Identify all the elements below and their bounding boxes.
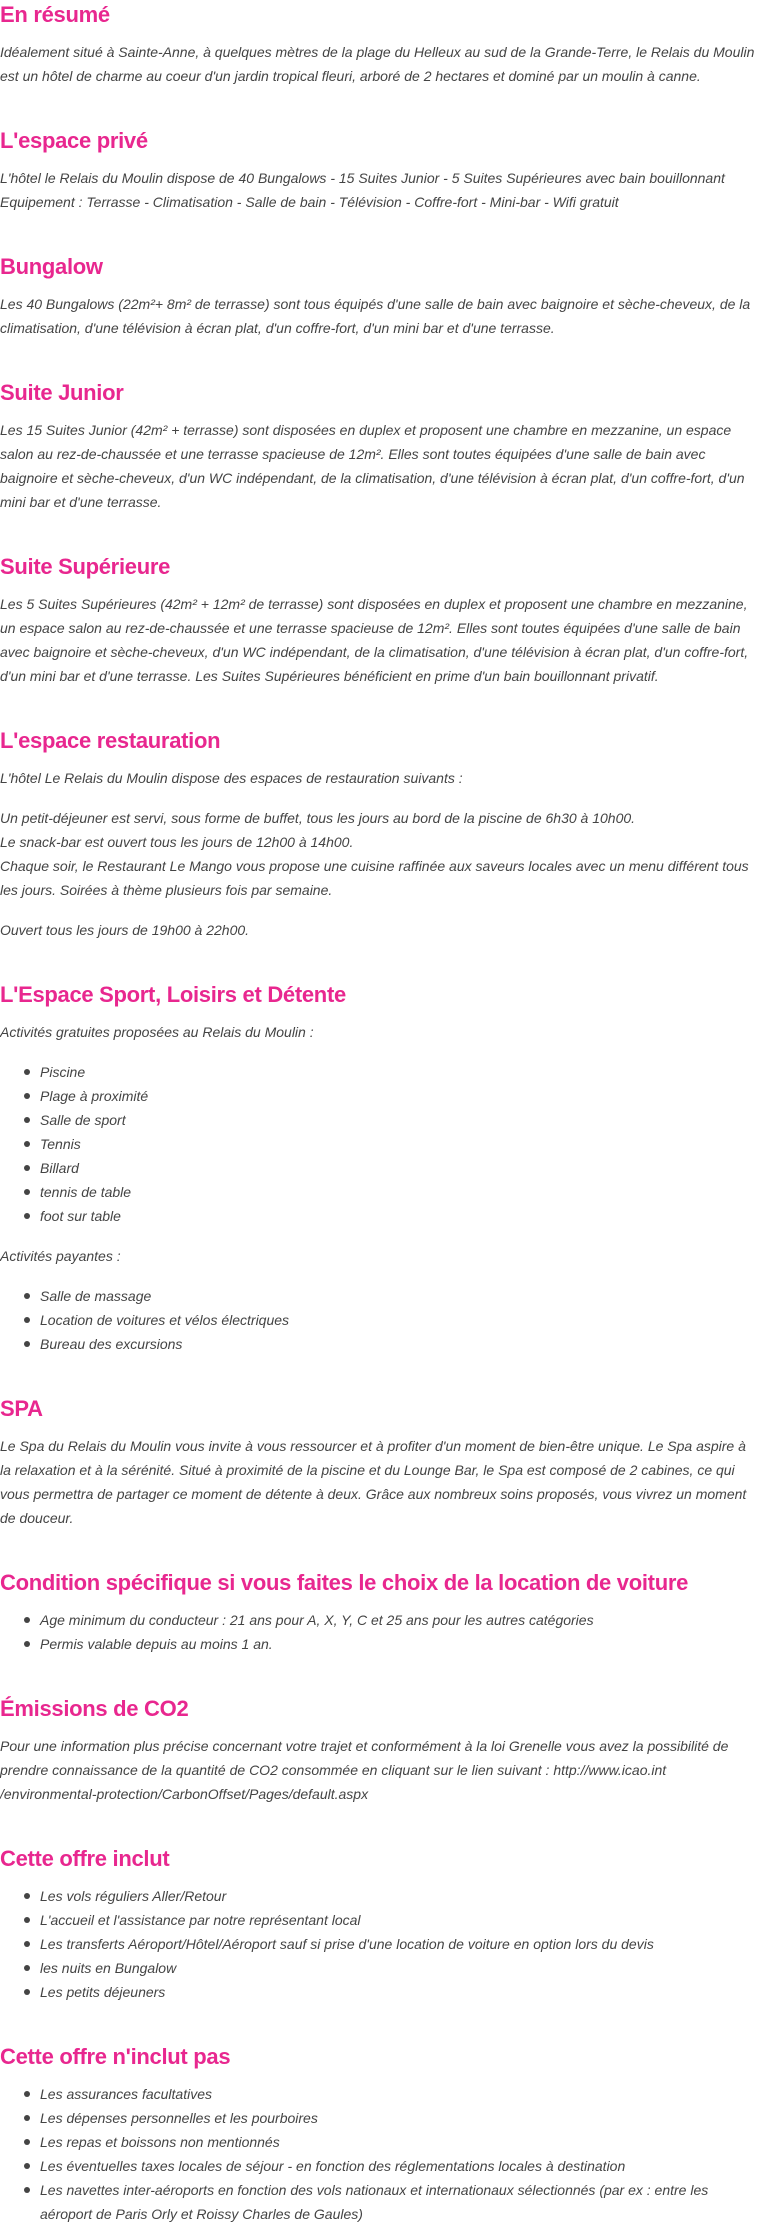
section-title: L'espace restauration [0, 728, 221, 753]
list-item: foot sur table [40, 1204, 758, 1228]
list-item: les nuits en Bungalow [40, 1956, 758, 1980]
section-suite-junior [0, 378, 758, 514]
list-item: Age minimum du conducteur : 21 ans pour A, X, Y, C et 25 ans pour les autres catégories [40, 1608, 758, 1632]
section-spa [0, 1394, 758, 1530]
list-item: Les dépenses personnelles et les pourboires [40, 2106, 758, 2130]
list-item: Location de voitures et vélos électriques [40, 1308, 758, 1332]
list-item: Salle de massage [40, 1284, 758, 1308]
section-title: Suite Junior [0, 380, 124, 405]
section-title: Condition spécifique si vous faites le choix de la location de voiture [0, 1570, 689, 1595]
snack-bar-info: Le snack-bar est ouvert tous les jours de 12h00 à 14h00. [0, 834, 354, 850]
spa-text: Le Spa du Relais du Moulin vous invite à vous ressourcer et à profiter d'un moment de bien-être unique. Le Spa aspire à la relaxation et à la sérénité. Situé à proximité de la piscine et du Lounge Bar, le Spa est composé de 2 cabines, ce qui vous permettra de partager ce moment de détente à deux. Grâce aux nombreux soins proposés, vous vivrez un moment de douceur. [0, 1438, 747, 1526]
list-item: Tennis [40, 1132, 758, 1156]
section-inclut [0, 1844, 758, 2004]
section-espace-prive [0, 126, 758, 214]
not-included-list [0, 2082, 758, 2226]
car-rental-conditions-list [0, 1608, 758, 1656]
section-location-voiture [0, 1568, 758, 1656]
section-suite-superieure [0, 552, 758, 688]
list-item: Piscine [40, 1060, 758, 1084]
resume-text: Idéalement situé à Sainte-Anne, à quelques mètres de la plage du Helleux au sud de la Grande-Terre, le Relais du Moulin est un hôtel de charme au coeur d'un jardin tropical fleuri, arboré de 2 hectares et dominé par un moulin à canne. [0, 44, 755, 84]
section-title: Émissions de CO2 [0, 1696, 189, 1721]
restaurant-hours: Ouvert tous les jours de 19h00 à 22h00. [0, 922, 250, 938]
list-item: Les assurances facultatives [40, 2082, 758, 2106]
list-item: Bureau des excursions [40, 1332, 758, 1356]
section-bungalow [0, 252, 758, 340]
list-item: Les repas et boissons non mentionnés [40, 2130, 758, 2154]
free-activities-list [0, 1060, 758, 1228]
list-item: Les transferts Aéroport/Hôtel/Aéroport sauf si prise d'une location de voiture en option lors du devis [40, 1932, 758, 1956]
section-title: Suite Supérieure [0, 554, 171, 579]
restaurant-info: Chaque soir, le Restaurant Le Mango vous propose une cuisine raffinée aux saveurs locales avec un menu différent tous les jours. Soirées à thème plusieurs fois par semaine. [0, 858, 749, 898]
paid-activities-list [0, 1284, 758, 1356]
list-item: Les vols réguliers Aller/Retour [40, 1884, 758, 1908]
free-activities-intro: Activités gratuites proposées au Relais du Moulin : [0, 1024, 314, 1040]
espace-prive-text [0, 166, 758, 214]
list-item: Permis valable depuis au moins 1 an. [40, 1632, 758, 1656]
restauration-intro: L'hôtel Le Relais du Moulin dispose des espaces de restauration suivants : [0, 770, 463, 786]
list-item: Billard [40, 1156, 758, 1180]
list-item: L'accueil et l'assistance par notre représentant local [40, 1908, 758, 1932]
restauration-details [0, 806, 758, 902]
section-title: Bungalow [0, 254, 103, 279]
section-title: En résumé [0, 2, 110, 27]
section-title: L'espace privé [0, 128, 148, 153]
section-restauration [0, 726, 758, 942]
section-title: SPA [0, 1396, 43, 1421]
suite-junior-text: Les 15 Suites Junior (42m² + terrasse) sont disposées en duplex et proposent une chambre en mezzanine, un espace salon au rez-de-chaussée et une terrasse spacieuse de 12m². Elles sont toutes équipées d'une salle de bain avec baignoire et sèche-cheveux, d'un WC indépendant, de la climatisation, d'une télévision à écran plat, d'un coffre-fort, d'un mini bar et d'une terrasse. [0, 422, 745, 510]
section-title: Cette offre n'inclut pas [0, 2044, 231, 2069]
rooms-summary: L'hôtel le Relais du Moulin dispose de 40 Bungalows - 15 Suites Junior - 5 Suites Supérieures avec bain bouillonnant [0, 170, 725, 186]
list-item: Les petits déjeuners [40, 1980, 758, 2004]
section-sport [0, 980, 758, 1356]
suite-superieure-text: Les 5 Suites Supérieures (42m² + 12m² de terrasse) sont disposées en duplex et proposent une chambre en mezzanine, un espace salon au rez-de-chaussée et une terrasse spacieuse de 12m². Elles sont toutes équipées d'une salle de bain avec baignoire et sèche-cheveux, d'un WC indépendant, de la climatisation, d'une télévision à écran plat, d'un coffre-fort, d'un mini bar et d'une terrasse. Les Suites Supérieures bénéficient en prime d'un bain bouillonnant privatif. [0, 596, 749, 684]
section-co2 [0, 1694, 758, 1806]
section-resume [0, 0, 758, 88]
list-item: Les éventuelles taxes locales de séjour - en fonction des réglementations locales à destination [40, 2154, 758, 2178]
list-item: Les navettes inter-aéroports en fonction des vols nationaux et internationaux sélectionnés (par ex : entre les aéroport de Paris Orly et Roissy Charles de Gaules) [40, 2178, 758, 2226]
breakfast-info: Un petit-déjeuner est servi, sous forme de buffet, tous les jours au bord de la piscine de 6h30 à 10h00. [0, 810, 636, 826]
equipment-summary: Equipement : Terrasse - Climatisation - Salle de bain - Télévision - Coffre-fort - Mini-bar - Wifi gratuit [0, 194, 619, 210]
bungalow-text: Les 40 Bungalows (22m²+ 8m² de terrasse) sont tous équipés d'une salle de bain avec baignoire et sèche-cheveux, de la climatisation, d'une télévision à écran plat, d'un coffre-fort, d'un mini bar et d'une terrasse. [0, 296, 751, 336]
section-title: Cette offre inclut [0, 1846, 170, 1871]
paid-activities-intro: Activités payantes : [0, 1248, 121, 1264]
list-item: Salle de sport [40, 1108, 758, 1132]
list-item: tennis de table [40, 1180, 758, 1204]
list-item: Plage à proximité [40, 1084, 758, 1108]
co2-text: Pour une information plus précise concernant votre trajet et conformément à la loi Grenelle vous avez la possibilité de prendre connaissance de la quantité de CO2 consommée en cliquant sur le lien suivant : http://www.icao.int /environmental-protection/CarbonOffset/Pages/default.aspx [0, 1738, 729, 1802]
section-title: L'Espace Sport, Loisirs et Détente [0, 982, 346, 1007]
included-list [0, 1884, 758, 2004]
section-inclut-pas [0, 2042, 758, 2226]
